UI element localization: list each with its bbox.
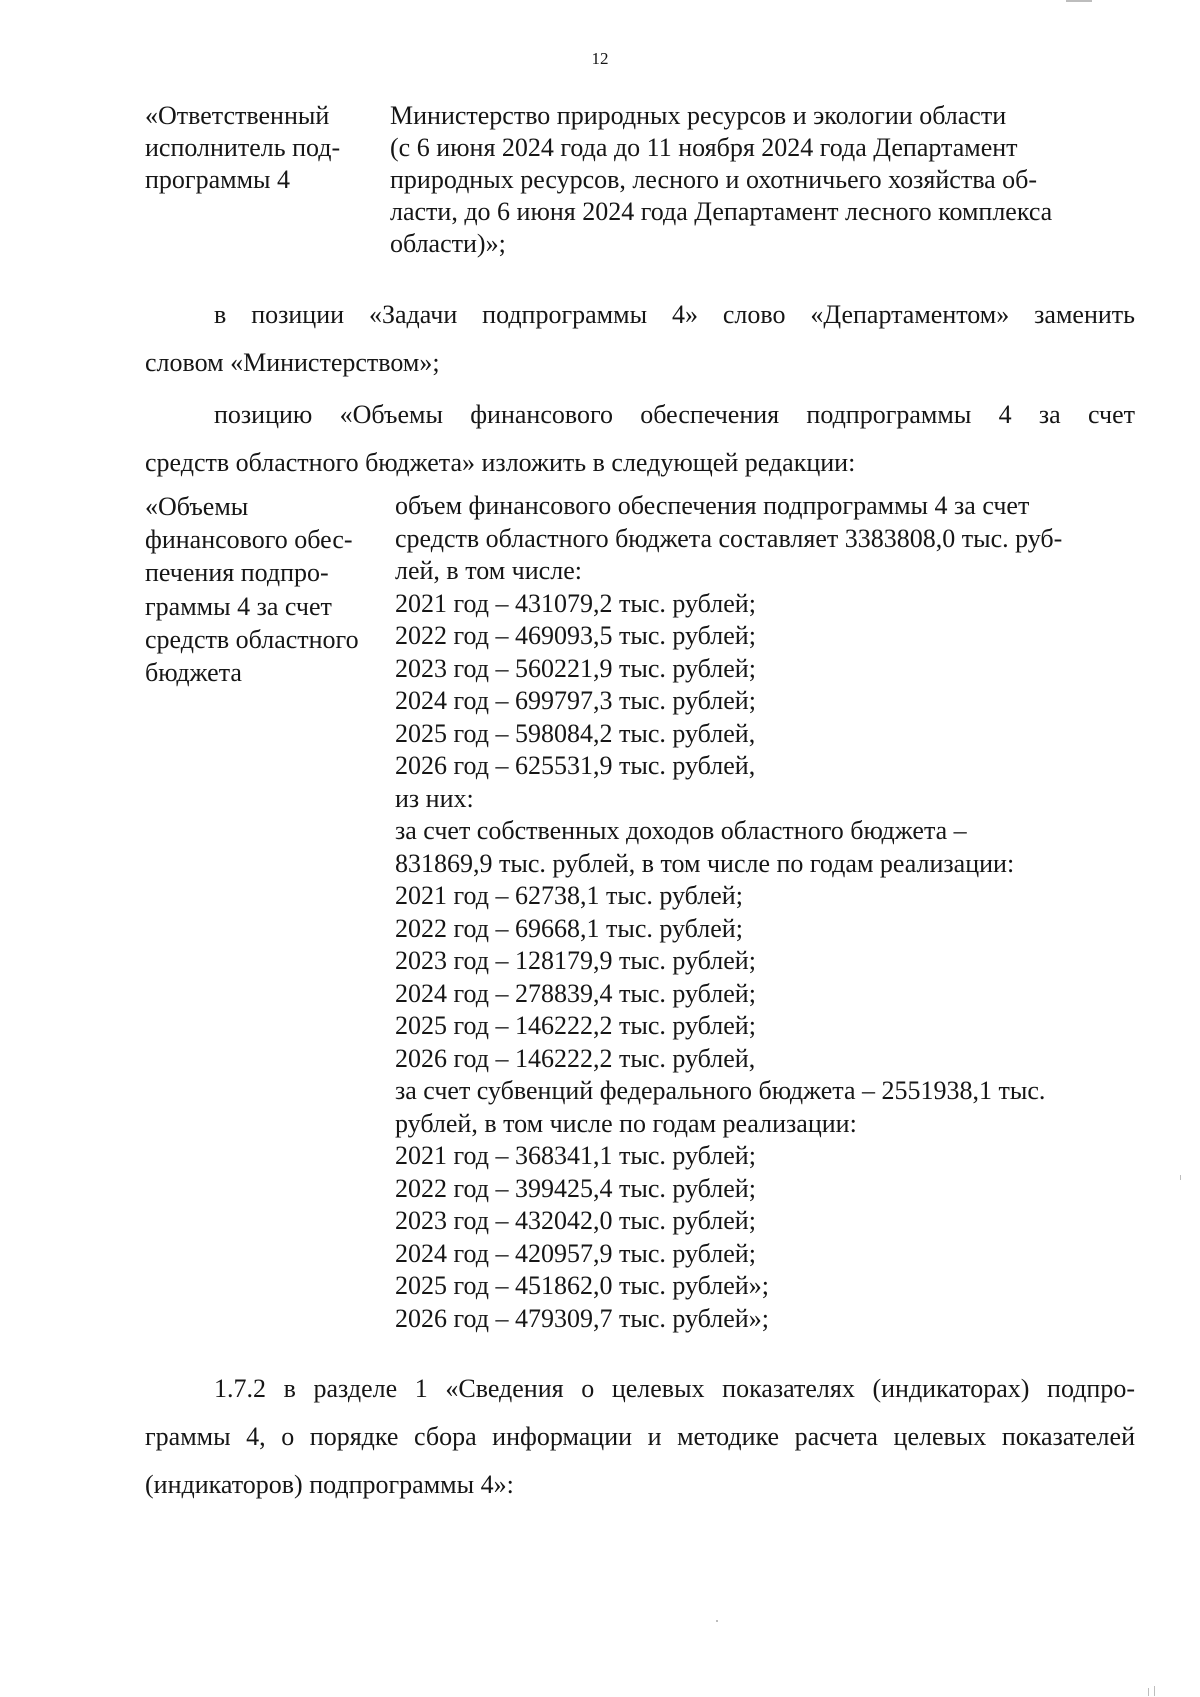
year-amount-line: 2021 год – 431079,2 тыс. рублей;: [395, 588, 756, 618]
content-line: ласти, до 6 июня 2024 года Департамент лесного комплекса: [390, 197, 1053, 226]
paragraph-volumes-intro: [145, 391, 1135, 487]
year-amount-line: 2024 год – 699797,3 тыс. рублей;: [395, 686, 756, 715]
year-amount-line: 2023 год – 560221,9 тыс. рублей;: [395, 653, 756, 683]
year-amount-line: 2026 год – 625531,9 тыс. рублей,: [395, 751, 756, 780]
content-line: объем финансового обеспечения подпрограммы 4 за счет: [395, 491, 1030, 520]
year-amount-line: 2023 год – 432042,0 тыс. рублей;: [395, 1206, 756, 1235]
page-number: 12: [591, 49, 609, 68]
scan-artifact: [1066, 0, 1092, 2]
paragraph-line: словом «Министерством»;: [145, 348, 440, 377]
year-amount-line: 2024 год – 278839,4 тыс. рублей;: [395, 978, 756, 1008]
label-line: исполнитель под-: [145, 133, 341, 162]
responsible-executor-content: [390, 100, 1135, 260]
year-amount-line: 2024 год – 420957,9 тыс. рублей;: [395, 1238, 756, 1268]
paragraph-section-1-7-2: [145, 1365, 1135, 1509]
paragraph-line: средств областного бюджета» изложить в следующей редакции:: [145, 448, 856, 477]
year-amount-line: 2022 год – 69668,1 тыс. рублей;: [395, 913, 743, 943]
content-line: рублей, в том числе по годам реализации:: [395, 1108, 857, 1138]
scan-artifact: [716, 1620, 718, 1622]
content-line: из них:: [395, 783, 474, 813]
paragraph-line: (индикаторов) подпрограммы 4»:: [145, 1470, 514, 1499]
content-line: за счет субвенций федерального бюджета – 2551938,1 тыс.: [395, 1076, 1046, 1105]
paragraph-line: в позиции «Задачи подпрограммы 4» слово «Департаментом» заменить: [214, 300, 1135, 329]
content-line: природных ресурсов, лесного и охотничьего хозяйства об-: [390, 165, 1038, 194]
paragraph-line: граммы 4, о порядке сбора информации и методике расчета целевых показателей: [145, 1422, 1135, 1451]
paragraph-line: 1.7.2 в разделе 1 «Сведения о целевых показателях (индикаторах) подпро-: [214, 1374, 1135, 1403]
label-line: средств областного: [145, 624, 359, 654]
year-amount-line: 2021 год – 62738,1 тыс. рублей;: [395, 881, 743, 910]
content-line: Министерство природных ресурсов и экологии области: [390, 101, 1007, 130]
responsible-executor-row: [145, 100, 1135, 260]
content-line: средств областного бюджета составляет 3383808,0 тыс. руб-: [395, 523, 1063, 553]
content-line: 831869,9 тыс. рублей, в том числе по годам реализации:: [395, 848, 1015, 878]
funding-volumes-content: [395, 490, 1135, 1335]
label-line: «Ответственный: [145, 101, 330, 130]
paragraph-tasks: [145, 291, 1135, 387]
year-amount-line: 2022 год – 469093,5 тыс. рублей;: [395, 621, 756, 650]
content-line: за счет собственных доходов областного бюджета –: [395, 816, 967, 845]
year-amount-line: 2025 год – 451862,0 тыс. рублей»;: [395, 1271, 769, 1300]
label-line: граммы 4 за счет: [145, 591, 332, 621]
label-line: печения подпро-: [145, 558, 329, 588]
label-line: программы 4: [145, 165, 290, 194]
scan-artifact: [1148, 1688, 1149, 1696]
year-amount-line: 2025 год – 598084,2 тыс. рублей,: [395, 718, 756, 748]
content-line: области)»;: [390, 229, 506, 258]
label-line: «Объемы: [145, 492, 249, 521]
label-line: бюджета: [145, 658, 242, 688]
funding-volumes-block: [145, 490, 1135, 1335]
content-line: (с 6 июня 2024 года до 11 ноября 2024 года Департамент: [390, 133, 1018, 162]
paragraph-line: позицию «Объемы финансового обеспечения подпрограммы 4 за счет: [214, 400, 1135, 429]
funding-volumes-label: [145, 490, 395, 689]
funding-volumes-row: [145, 490, 1135, 1335]
year-amount-line: 2021 год – 368341,1 тыс. рублей;: [395, 1141, 756, 1170]
year-amount-line: 2026 год – 146222,2 тыс. рублей,: [395, 1043, 756, 1073]
responsible-executor-label: [145, 100, 390, 196]
content-line: лей, в том числе:: [395, 556, 582, 585]
year-amount-line: 2025 год – 146222,2 тыс. рублей;: [395, 1011, 756, 1040]
year-amount-line: 2026 год – 479309,7 тыс. рублей»;: [395, 1303, 769, 1333]
year-amount-line: 2023 год – 128179,9 тыс. рублей;: [395, 946, 756, 975]
label-line: финансового обес-: [145, 525, 353, 555]
scan-artifact: [1154, 1686, 1155, 1696]
year-amount-line: 2022 год – 399425,4 тыс. рублей;: [395, 1173, 756, 1203]
scan-artifact: [1180, 1175, 1181, 1180]
responsible-executor-block: [145, 100, 1135, 260]
